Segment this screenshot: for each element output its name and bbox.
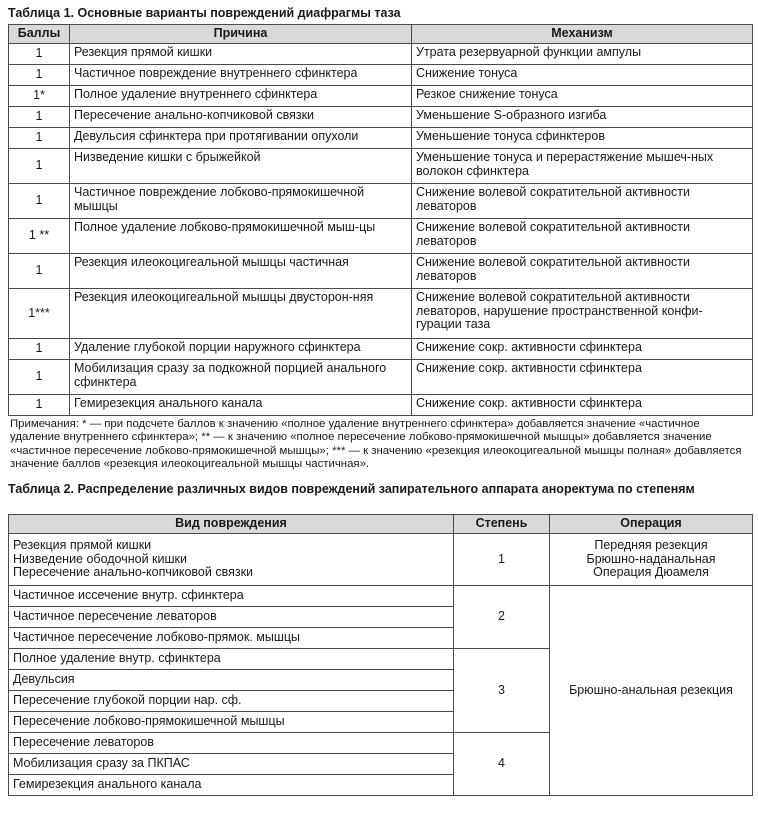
table1-header-mechanism: Механизм (412, 25, 753, 44)
table2-header-operation: Операция (550, 515, 753, 534)
degree-cell: 3 (454, 649, 550, 733)
damage-kind: Низведение ободочной кишки (13, 551, 187, 566)
table1-score: 1 (9, 339, 70, 360)
table1-score: 1 (9, 395, 70, 416)
table1-score: 1 (9, 65, 70, 86)
table1-cause: Резекция прямой кишки (70, 44, 412, 65)
damage-kind: Пересечение лобково-прямокишечной мышцы (9, 712, 454, 733)
table1-mechanism: Утрата резервуарной функции ампулы (412, 44, 753, 65)
table1-cause: Частичное повреждение лобково-прямокишечной мышцы (70, 184, 412, 219)
damage-kind: Гемирезекция анального канала (9, 775, 454, 796)
table1-score: 1 (9, 254, 70, 289)
table1-cause: Удаление глубокой порции наружного сфинктера (70, 339, 412, 360)
table1-notes: Примечания: * — при подсчете баллов к значению «полное удаление внутреннего сфинктера» добавляется значение «частичное удаление внутреннего сфинктера»; ** — к значению «полное пересечение лобково-прямокишечной мышцы» добавляется значение «частичное пересечение лобково-прямокишечной мышцы»; *** — к значению «резекция илеокоцигеальной мышцы полная» добавляется значение баллов «резекция илеокоцигеальной мышцы частичная». (10, 418, 742, 470)
table1-score: 1 (9, 184, 70, 219)
operation-name: Операция Дюамеля (593, 565, 709, 580)
table1-mechanism: Снижение волевой сократительной активности леваторов (412, 219, 753, 254)
table1-mechanism: Уменьшение тонуса сфинктеров (412, 128, 753, 149)
table1-row (9, 128, 753, 149)
table1-cause: Резекция илеокоцигеальной мышцы частичная (70, 254, 412, 289)
table1-header-score: Баллы (9, 25, 70, 44)
table1-mechanism: Резкое снижение тонуса (412, 86, 753, 107)
damage-kind: Частичное пересечение леваторов (9, 607, 454, 628)
table1-row (9, 184, 753, 219)
table1-row (9, 107, 753, 128)
table2-kind-cell (9, 534, 454, 586)
degree-cell: 1 (454, 534, 550, 586)
operation-name: Брюшно-наданальная (586, 551, 716, 566)
table1-mechanism: Снижение волевой сократительной активности леваторов, нарушение пространственной конфи-гурации таза (412, 289, 753, 339)
table1-mechanism: Уменьшение S-образного изгиба (412, 107, 753, 128)
table2-header-row (9, 515, 753, 534)
table1 (8, 24, 753, 416)
table1-score: 1 (9, 360, 70, 395)
table2-row (9, 586, 753, 607)
table1-cause: Частичное повреждение внутреннего сфинктера (70, 65, 412, 86)
table1-score: 1 ** (9, 219, 70, 254)
table1-row (9, 65, 753, 86)
table1-cause: Полное удаление внутреннего сфинктера (70, 86, 412, 107)
table1-row (9, 339, 753, 360)
table1-row (9, 86, 753, 107)
table1-cause: Пересечение анально-копчиковой связки (70, 107, 412, 128)
table1-cause: Девульсия сфинктера при протягивании опухоли (70, 128, 412, 149)
table2-title: Таблица 2. Распределение различных видов повреждений запирательного аппарата аноректума по степеням (8, 482, 695, 497)
table1-mechanism: Снижение волевой сократительной активности леваторов (412, 184, 753, 219)
table1-mechanism: Снижение сокр. активности сфинктера (412, 360, 753, 395)
table1-score: 1*** (9, 289, 70, 339)
document-page (8, 4, 752, 796)
table1-header-cause: Причина (70, 25, 412, 44)
table1-mechanism: Снижение сокр. активности сфинктера (412, 395, 753, 416)
table2-header-kind: Вид повреждения (9, 515, 454, 534)
damage-kind: Частичное иссечение внутр. сфинктера (9, 586, 454, 607)
table1-mechanism: Снижение тонуса (412, 65, 753, 86)
table1-score: 1 (9, 128, 70, 149)
table1-cause: Низведение кишки с брыжейкой (70, 149, 412, 184)
damage-kind: Пересечение глубокой порции нар. сф. (9, 691, 454, 712)
table1-row (9, 149, 753, 184)
table1-cause: Мобилизация сразу за подкожной порцией анального сфинктера (70, 360, 412, 395)
table2 (8, 514, 753, 796)
table1-cause: Резекция илеокоцигеальной мышцы двусторон-няя (70, 289, 412, 339)
degree-cell: 4 (454, 733, 550, 796)
degree-cell: 2 (454, 586, 550, 649)
table1-row (9, 395, 753, 416)
table1-score: 1 (9, 44, 70, 65)
damage-kind: Мобилизация сразу за ПКПАС (9, 754, 454, 775)
table1-mechanism: Уменьшение тонуса и перерастяжение мышеч-ных волокон сфинктера (412, 149, 753, 184)
damage-kind: Пересечение анально-копчиковой связки (13, 565, 254, 580)
table1-mechanism: Снижение сокр. активности сфинктера (412, 339, 753, 360)
table1-cause: Полное удаление лобково-прямокишечной мыш-цы (70, 219, 412, 254)
table2-header-degree: Степень (454, 515, 550, 534)
damage-kind: Частичное пересечение лобково-прямок. мышцы (9, 628, 454, 649)
table1-header-row (9, 25, 753, 44)
table1-mechanism: Снижение волевой сократительной активности леваторов (412, 254, 753, 289)
damage-kind: Резекция прямой кишки (13, 538, 152, 553)
table1-row (9, 289, 753, 339)
shared-operation-cell: Брюшно-анальная резекция (550, 586, 753, 796)
table1-row (9, 44, 753, 65)
operation-cell (550, 534, 753, 586)
table2-row (9, 534, 753, 586)
table1-title: Таблица 1. Основные варианты повреждений диафрагмы таза (8, 6, 401, 20)
table1-score: 1* (9, 86, 70, 107)
damage-kind: Пересечение леваторов (9, 733, 454, 754)
table1-row (9, 219, 753, 254)
table1-score: 1 (9, 149, 70, 184)
table1-row (9, 360, 753, 395)
damage-kind: Девульсия (9, 670, 454, 691)
table1-score: 1 (9, 107, 70, 128)
operation-name: Передняя резекция (594, 538, 708, 553)
table1-cause: Гемирезекция анального канала (70, 395, 412, 416)
damage-kind: Полное удаление внутр. сфинктера (9, 649, 454, 670)
table1-row (9, 254, 753, 289)
